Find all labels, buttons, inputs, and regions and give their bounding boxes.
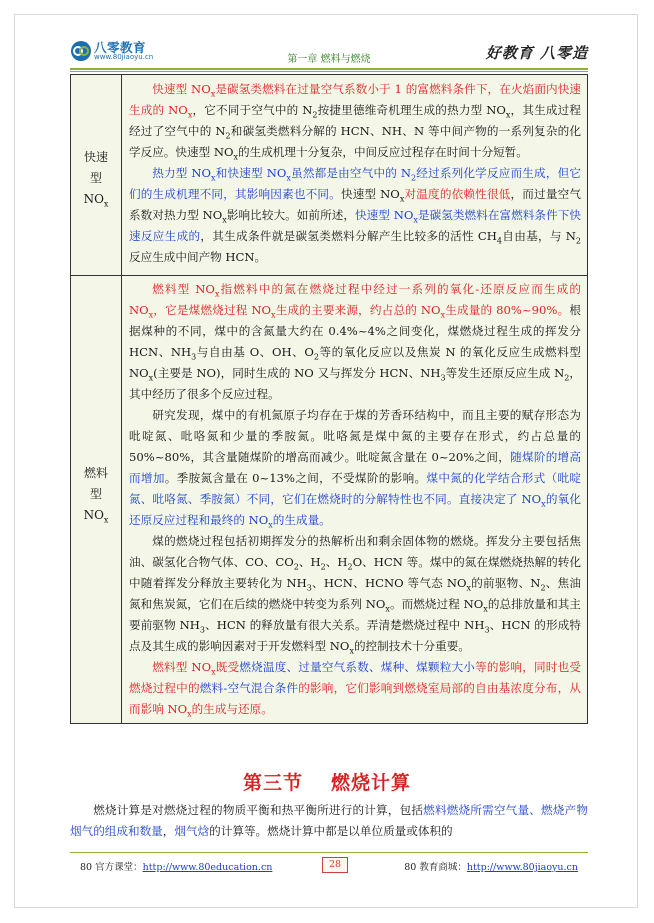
content-table [70,74,588,724]
header-divider [70,68,588,70]
paragraph: 研究发现，煤中的有机氮原子均存在于煤的芳香环结构中，而且主要的赋存形态为吡啶氮、吡咯氮和少量的季胺氮。吡咯氮是煤中氮的主要存在形式，约占总量的 50%~80%，其含量随煤阶的增高而减少。吡啶氮含量在 0~20%之间，随煤阶的增高而增加。季胺氮含量在 0~13%之间，不受煤阶的影响。煤中氮的化学结合形式（吡啶氮、吡咯氮、季胺氮）不同，它们在燃烧时的分解特性也不同。直接决定了 $NO_x$的氧化还原反应过程和最终的 $NO_x$的生成量。 [129,408,581,530]
page-footer [70,857,588,875]
footer-right: 80 教育商城：http://www.80jiaoyu.cn [404,862,578,873]
page-number: 28 [322,857,348,873]
footer-right-link[interactable]: http://www.80jiaoyu.cn [466,862,578,873]
section-number: 第三节 [242,772,303,794]
paragraph: 煤的燃烧过程包括初期挥发分的热解析出和剩余固体物的燃烧。挥发分主要包括焦油、碳氢化合物气体、CO、$CO_2$、$H_2$、$H_2O$、HCN 等。煤中的氮在煤燃烧热解的转化中随着挥发分释放主要转化为 $NH_3$、HCN、HCNO 等气态 $NO_x$的前驱物、$N_2$、焦油氮和焦炭氮，它们在后续的燃烧中转变为系列 $NO_x$。而燃烧过程 $NO_x$的总排放量和其主要前驱物 $NH_3$、HCN 的释放量有很大关系。弄清楚燃烧过程中 $NH_3$、HCN 的形成特点及其生成的影响因素对于开发燃料型 $NO_x$的控制技术十分重要。 [129,534,581,656]
row-label-fuel-nox: 燃料 型 $NO_x$ [83,466,109,525]
slogan: 好教育 八零造 [485,44,588,62]
chapter-title: 第一章 燃料与燃烧 [287,54,371,65]
footer-left-link[interactable]: http://www.80education.cn [142,862,273,873]
paragraph: 燃料型 $NO_x$指燃料中的氮在燃烧过程中经过一系列的氧化-还原反应而生成的 $NO_x$，它是煤燃烧过程 $NO_x$生成的主要来源，约占总的 $NO_x$生成量的 80%~90%。根据煤种的不同，煤中的含氮量大约在 0.4%~4%之间变化，煤燃烧过程生成的挥发分 HCN、$NH_3$与自由基 O、OH、$O_2$等的氧化反应以及焦炭 N 的氧化反应生成燃料型 $NO_x$(主要是 NO)，同时生成的 NO 又与挥发分 HCN、$NH_3$等发生还原反应生成 $N_2$，其中经历了很多个反应过程。 [129,282,581,401]
logo-url: www.80jiaoyu.cn [94,53,154,61]
paragraph: 快速型 $NO_x$是碳氢类燃料在过量空气系数小于 1 的富燃料条件下，在火焰面内快速生成的 $NO_x$，它不同于空气中的 $N_2$按捷里德维奇机理生成的热力型 $NO_x$，其生成过程经过了空气中的 $N_2$和碳氢类燃料分解的 HCN、NH、N 等中间产物的一系列复杂的化学反应。快速型 $NO_x$的生成机理十分复杂，中间反应过程存在时间十分短暂。 [129,82,582,162]
logo-text: 八零教育 [94,40,147,55]
intro-paragraph: 燃烧计算是对燃烧过程的物质平衡和热平衡所进行的计算，包括燃料燃烧所需空气量、燃烧产物烟气的组成和数量，烟气焓的计算等。燃烧计算中都是以单位质量或体积的 [70,803,588,838]
header-divider-thin [70,71,588,72]
row-content-fuel-nox [129,279,581,720]
row-content-prompt-nox [129,79,581,268]
section-heading [0,768,654,795]
paragraph: 燃料型 $NO_x$既受燃烧温度、过量空气系数、煤种、煤颗粒大小等的影响，同时也受燃烧过程中的燃料-空气混合条件的影响，它们影响到燃烧室局部的自由基浓度分布，从而影响 $NO_x$的生成与还原。 [129,660,581,719]
table-column-divider [121,75,122,723]
section-title: 燃烧计算 [331,772,412,794]
row-label-prompt-nox: 快速 型 $NO_x$ [83,150,109,209]
page-header [70,38,588,68]
table-row-divider [71,275,587,276]
footer-left: 80 官方课堂：http://www.80education.cn [80,862,273,873]
footer-divider [70,852,588,853]
paragraph: 热力型 $NO_x$和快速型 $NO_x$虽然都是由空气中的 $N_2$经过系列化学反应而生成，但它们的生成机理不同，其影响因素也不同。快速型 $NO_x$对温度的依赖性很低，而过量空气系数对热力型 $NO_x$影响比较大。如前所述，快速型 $NO_x$是碳氢类燃料在富燃料条件下快速反应生成的，其生成条件就是碳氢类燃料分解产生比较多的活性 $CH_4$自由基，与 $N_2$反应生成中间产物 HCN。 [129,166,581,264]
